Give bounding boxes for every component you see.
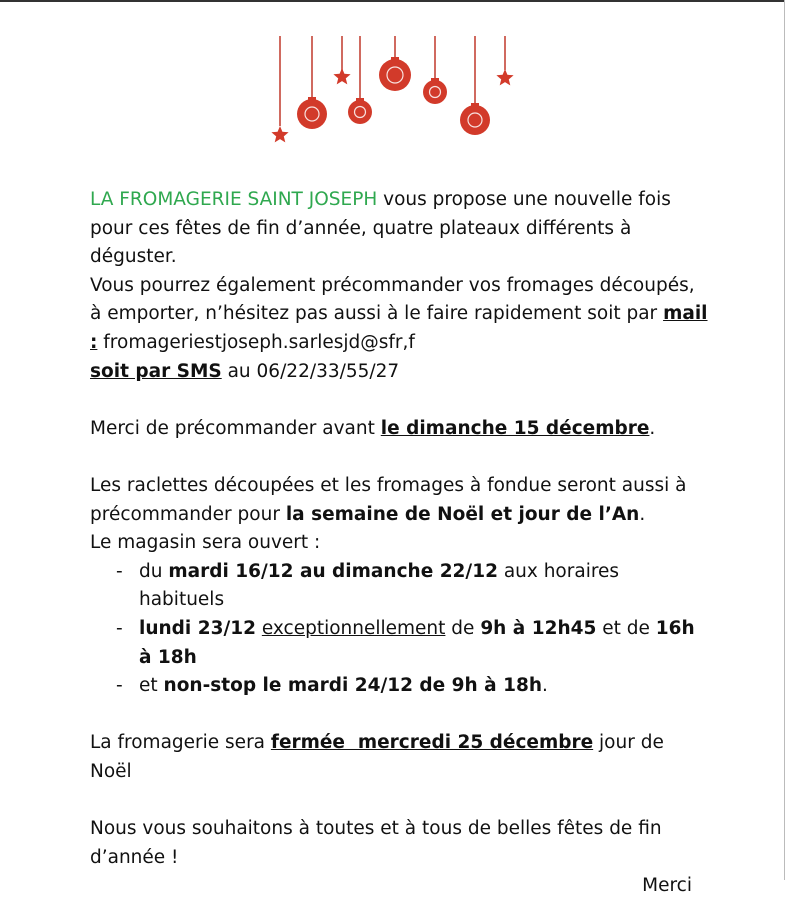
raclette-suffix: . <box>639 503 646 525</box>
deadline-prefix: Merci de précommander avant <box>90 417 381 439</box>
list-item <box>90 615 710 672</box>
hours-text: aux horaires habituels <box>139 560 620 611</box>
hours-day: lundi 23/12 <box>139 617 256 639</box>
closed-suffix: jour de Noël <box>90 732 664 782</box>
deadline-paragraph <box>90 415 710 444</box>
mail-label: mail : <box>90 303 708 353</box>
hours-text: de <box>445 617 481 639</box>
hours-text: du <box>139 560 169 582</box>
mail-address[interactable]: fromageriestjoseph.sarlesjd@sfr,f <box>97 331 415 353</box>
hours-text: . <box>542 675 548 697</box>
opening-intro: Le magasin sera ouvert : <box>90 532 321 554</box>
hours-period: mardi 16/12 au dimanche 22/12 <box>168 560 498 582</box>
intro-text: vous propose une nouvelle fois pour ces fêtes de fin d’année, quatre plateaux différents à déguster. <box>90 189 671 268</box>
sms-label: soit par SMS <box>90 360 222 382</box>
hours-note: exceptionnellement <box>261 617 446 639</box>
closed-date: fermée mercredi 25 décembre <box>270 732 594 754</box>
raclette-paragraph <box>90 472 710 529</box>
spacer <box>90 443 710 472</box>
wishes-paragraph: Nous vous souhaitons à toutes et à tous de belles fêtes de fin d’année ! <box>90 818 662 868</box>
letter-body <box>90 186 710 901</box>
intro-paragraph <box>90 186 710 272</box>
raclette-text: Les raclettes découpées et les fromages à fondue seront aussi à précommander pour <box>90 474 687 525</box>
list-item <box>90 558 710 615</box>
deadline-suffix: . <box>649 417 656 439</box>
spacer <box>90 386 710 415</box>
preorder-text: Vous pourrez également précommander vos fromages découpés, à emporter, n’hésitez pas aussi à le faire rapidement soit par <box>90 274 695 325</box>
sms-number: au 06/22/33/55/27 <box>221 360 400 382</box>
spacer <box>90 786 710 815</box>
hours-time: 9h à 12h45 <box>480 617 597 639</box>
signature: Merci <box>642 875 692 897</box>
preorder-paragraph <box>90 272 710 358</box>
shop-name: LA FROMAGERIE SAINT JOSEPH <box>90 189 378 210</box>
list-item <box>90 672 710 701</box>
deadline-date: le dimanche 15 décembre <box>380 417 650 439</box>
closed-paragraph <box>90 729 710 786</box>
hours-time: 16h à 18h <box>139 617 695 668</box>
closed-prefix: La fromagerie sera <box>90 732 271 754</box>
christmas-ornaments-icon <box>255 30 535 150</box>
hours-text: et <box>139 675 164 697</box>
hours-period: non-stop le mardi 24/12 de 9h à 18h <box>163 675 542 697</box>
spacer <box>90 701 710 730</box>
opening-hours-list <box>90 558 710 701</box>
holiday-period: la semaine de Noël et jour de l’An <box>285 503 640 525</box>
hours-text: et de <box>596 617 656 639</box>
page-top-border <box>0 0 785 2</box>
sms-paragraph <box>90 358 710 387</box>
